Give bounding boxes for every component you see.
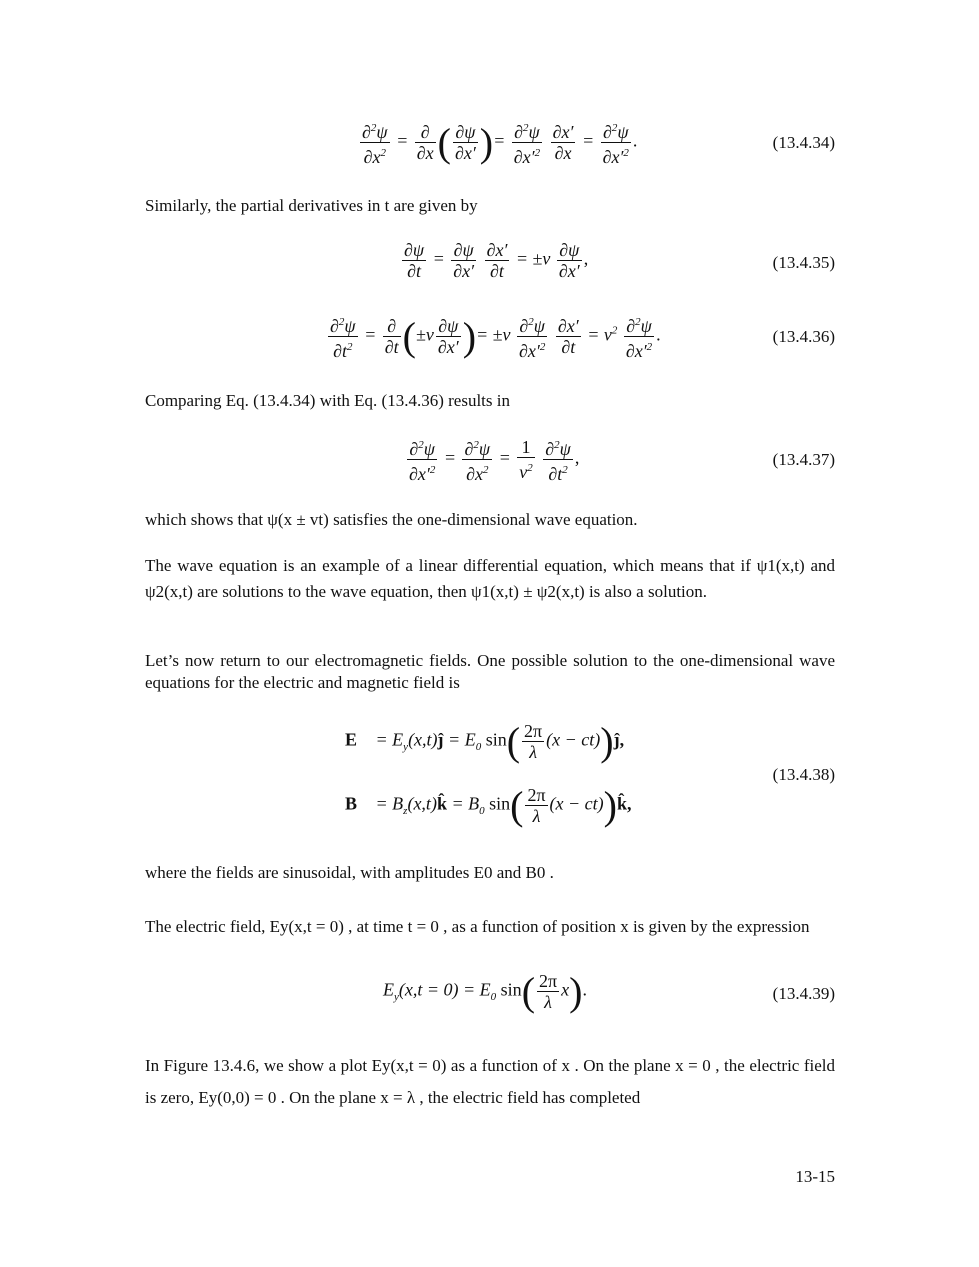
equation-number: (13.4.37)	[772, 450, 835, 469]
equation-number: (13.4.38)	[772, 765, 835, 784]
paragraph: The wave equation is an example of a linear differential equation, which means that if ψ1(x,t) and ψ2(x,t) are solutions to the wave equation, then ψ1(x,t) ± ψ2(x,t) is also a solution.	[145, 556, 835, 601]
equation-number: (13.4.36)	[772, 327, 835, 346]
equation-13-4-39: $E_y(x,t = 0) = E_0$ sin( $\frac{2\pi}{\lambda}$ x).	[383, 969, 587, 1014]
paragraph: Comparing Eq. (13.4.34) with Eq. (13.4.36) results in	[145, 391, 510, 410]
paragraph: Let’s now return to our electromagnetic fields. One possible solution to the one-dimensional wave equations for the electric and magnetic field is	[145, 651, 835, 692]
equation-13-4-35: $\frac{\partial\psi}{\partial t}$ = $\frac{\partial\psi}{\partial x'}$ $\frac{\partial x'}{\partial t}$ = ±v $\frac{\partial\psi}{\partial x'}$ ,	[404, 240, 589, 281]
equation-number: (13.4.35)	[772, 253, 835, 272]
equation-13-4-37: $\frac{\partial^2\psi}{\partial x'^2}$ = $\frac{\partial^2\psi}{\partial x^2}$ = $\frac{1}{v^2}$ $\frac{\partial^2\psi}{\partial t^2}$ ,	[409, 437, 580, 484]
paragraph: which shows that ψ(x ± vt) satisfies the one-dimensional wave equation.	[145, 510, 638, 529]
paragraph: In Figure 13.4.6, we show a plot Ey(x,t = 0) as a function of x . On the plane x = 0 , the electric field is zero, Ey(0,0) = 0 . On the plane x = λ , the electric field has completed	[145, 1056, 835, 1107]
equation-number: (13.4.39)	[772, 984, 835, 1003]
equation-number: (13.4.34)	[772, 133, 835, 152]
page-number: 13-15	[795, 1167, 835, 1186]
paragraph: Similarly, the partial derivatives in t are given by	[145, 196, 478, 215]
equation-13-4-34: $\frac{\partial^2\psi}{\partial x^2}$ = $\frac{\partial}{\partial x}$ ( $\frac{\partial\psi}{\partial x'}$ )= $\frac{\partial^2\psi}{\partial x'^2}$ $\frac{\partial x'}{\partial x}$ = $\frac{\partial^2\psi}{\partial x'^2}$ .	[362, 120, 638, 167]
equation-13-4-38-electric: E⃗ = $E_y(x,t)ĵ = E_0$ sin( $\frac{2\pi}{\lambda}$ (x − ct))ĵ,	[345, 719, 625, 764]
equation-13-4-38-magnetic: B⃗ = $B_z(x,t)k̂ = B_0$ sin( $\frac{2\pi}{\lambda}$ (x − ct))k̂,	[345, 783, 632, 828]
equation-13-4-36: $\frac{\partial^2\psi}{\partial t^2}$ = $\frac{\partial}{\partial t}$ (±v $\frac{\partial\psi}{\partial x'}$ )= ±v $\frac{\partial^2\psi}{\partial x'^2}$ $\frac{\partial x'}{\partial t}$ = $v^2$ $\frac{\partial^2\psi}{\partial x'^2}$ .	[330, 314, 661, 361]
paragraph: The electric field, Ey(x,t = 0) , at time t = 0 , as a function of position x is given by the expression	[145, 917, 810, 936]
paragraph: where the fields are sinusoidal, with amplitudes E0 and B0 .	[145, 863, 554, 882]
